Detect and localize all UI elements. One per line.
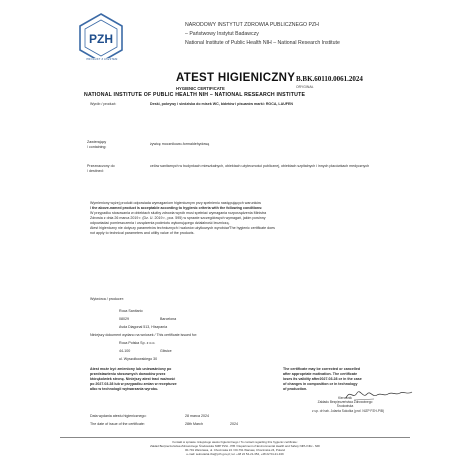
footer-line: Kontakt w sprawie niniejszego atestu higienicznego / To contact regarding this hygienic certificate:: [172, 440, 298, 444]
product-label: Wyrób / product:: [90, 102, 117, 106]
issue-date-year-en: 2024: [230, 422, 238, 426]
manufacturer-city: Barcelona: [160, 317, 177, 321]
document-title: ATEST HIGIENICZNY: [176, 72, 296, 84]
containing-value: żywicę mocznikowo-formaldehydową: [150, 142, 210, 146]
institute-title-en: NATIONAL INSTITUTE OF PUBLIC HEALTH NIH – NATIONAL RESEARCH INSTITUTE: [84, 92, 306, 98]
original-mark: ORYGINAŁ: [296, 85, 314, 89]
manufacturer-address: Avda Diagonal 513, Hiszpania: [119, 325, 168, 329]
destined-value: celów sanitarnych w budynkach mieszkalnych, obiektach użyteczności publicznej, obiektach szpitalnych i innych placówkach medycznych: [150, 164, 370, 168]
statement-line: W przypadku stosowania w obiektach służby zdrowia wyrób musi spełniać wymagania rozporządzenia Ministra: [90, 211, 267, 215]
manufacturer-label: Wytwórca / producer:: [90, 297, 124, 301]
footer: [40, 440, 430, 456]
applicant-postcode: 44-100: [119, 349, 131, 353]
certificate-number: B.BK.60110.0061.2024: [296, 75, 363, 83]
validity-en-line: The certificate may be corrected or cancelled: [283, 367, 361, 371]
validity-pl-line: którąkolwiek stronę. Niniejszy atest traci ważność: [90, 377, 176, 381]
containing-label: Zawierający: [87, 140, 107, 144]
issue-date-label-en: The date of issue of the certificate:: [90, 422, 145, 426]
head-department-cont: Środowiska: [336, 404, 354, 408]
footer-line: 00-791 Warszawa, ul. Chocimska 24 / 00-791 Warsaw, Chocimska 24, Poland: [185, 448, 285, 453]
footer-divider: [60, 437, 410, 438]
destined-label: Przeznaczony do: [87, 164, 115, 168]
validity-pl-line: przedstawieniu stosownych dowodów przez: [90, 372, 166, 376]
applicant-address: ul. Wyszołkowskiego 30: [119, 357, 158, 361]
certificate-subtitle: HYGIENIC CERTIFICATE: [176, 86, 225, 91]
footer-line: e-mail: sekretariat.tbs@pzh.gov.pl; tel. +48 22 54-21-354, +48 22 54-21-349: [186, 452, 284, 457]
institute-name-en: National Institute of Public Health NIH – National Research Institute: [185, 40, 340, 46]
head-title: Kierownik: [338, 396, 352, 400]
issue-date-value-pl: 28 marca 2024: [185, 414, 209, 418]
statement-line: / the above-named product is acceptable according to hygienic criteria with the following conditions:: [90, 206, 263, 210]
svg-text:PZH: PZH: [89, 32, 113, 46]
statement-line: Wymieniony wyżej produkt odpowiada wymaganiom higienicznym przy spełnieniu następujących warunków: [90, 201, 261, 205]
head-signed-by: z up. dr hab. Jolanta Sokołka (prof. NIZP PZH-PIB): [312, 409, 385, 413]
product-value: Deski, pokrywy i siedziska do misek WC, bidetów i pisuarów marki: ROCA, LAUFEN: [150, 102, 293, 106]
institute-name-pl: NARODOWY INSTYTUT ZDROWIA PUBLICZNEGO PZH: [185, 22, 319, 28]
footer-line: Zakład Bezpieczeństwa Zdrowotnego Środowiska NIZP PZH - PIB / Department of Environmental Health and Safety NIPH NIH - NRI: [150, 444, 320, 449]
destined-label-en: / destined:: [87, 169, 104, 173]
containing-label-en: / containing:: [87, 145, 107, 149]
statement-line: not apply to technical parameters and utility value of the products.: [90, 231, 195, 235]
head-department: Zakładu Bezpieczeństwa Zdrowotnego: [317, 400, 373, 404]
signature-icon: [344, 386, 414, 402]
validity-pl-line: albo w technologii wytwarzania wyrobu.: [90, 387, 159, 391]
logo-caption: PRODUKT Z ATESTEM: [86, 58, 118, 61]
applicant-name: Roca Polska Sp. z o.o.: [119, 341, 156, 345]
statement-line: Zdrowia z dnia 26 marca 2019 r. (Dz. U. 2019 r., poz. 595) w sprawie szczegółowych wymagań, jakim powinny: [90, 216, 266, 220]
validity-pl-line: Atest może być zmieniony lub unieważniony po: [90, 367, 172, 371]
issue-date-value-en: 28th March: [185, 422, 203, 426]
manufacturer-name: Roca Sanitario: [119, 309, 143, 313]
institute-status-pl: – Państwowy Instytut Badawczy: [185, 31, 259, 37]
validity-en-line: loses its validity after2027.03.28 or in the case: [283, 377, 362, 381]
issue-date-label-pl: Data wydania atestu higienicznego:: [90, 414, 147, 418]
applicant-city: Gliwice: [160, 349, 172, 353]
validity-en-line: of production.: [283, 387, 308, 391]
applicant-label: Niniejszy dokument wydano na wniosek / This certificate issued for:: [90, 333, 198, 337]
validity-pl-line: po 2027.03.28 lub w przypadku zmian w recepturze: [90, 382, 177, 386]
statement-line: odpowiadać pomieszczenia i urządzenia podmiotu wykonującego działalność leczniczą.: [90, 221, 230, 225]
validity-en-line: of changes in composition or in technology: [283, 382, 358, 386]
validity-en-line: after appropriate motivation. The certificate: [283, 372, 358, 376]
statement-line: Atest higieniczny nie dotyczy parametrów technicznych i walorów użytkowych wyrobów/The hygienic certificate does: [90, 226, 275, 230]
manufacturer-postcode: 08029: [119, 317, 129, 321]
